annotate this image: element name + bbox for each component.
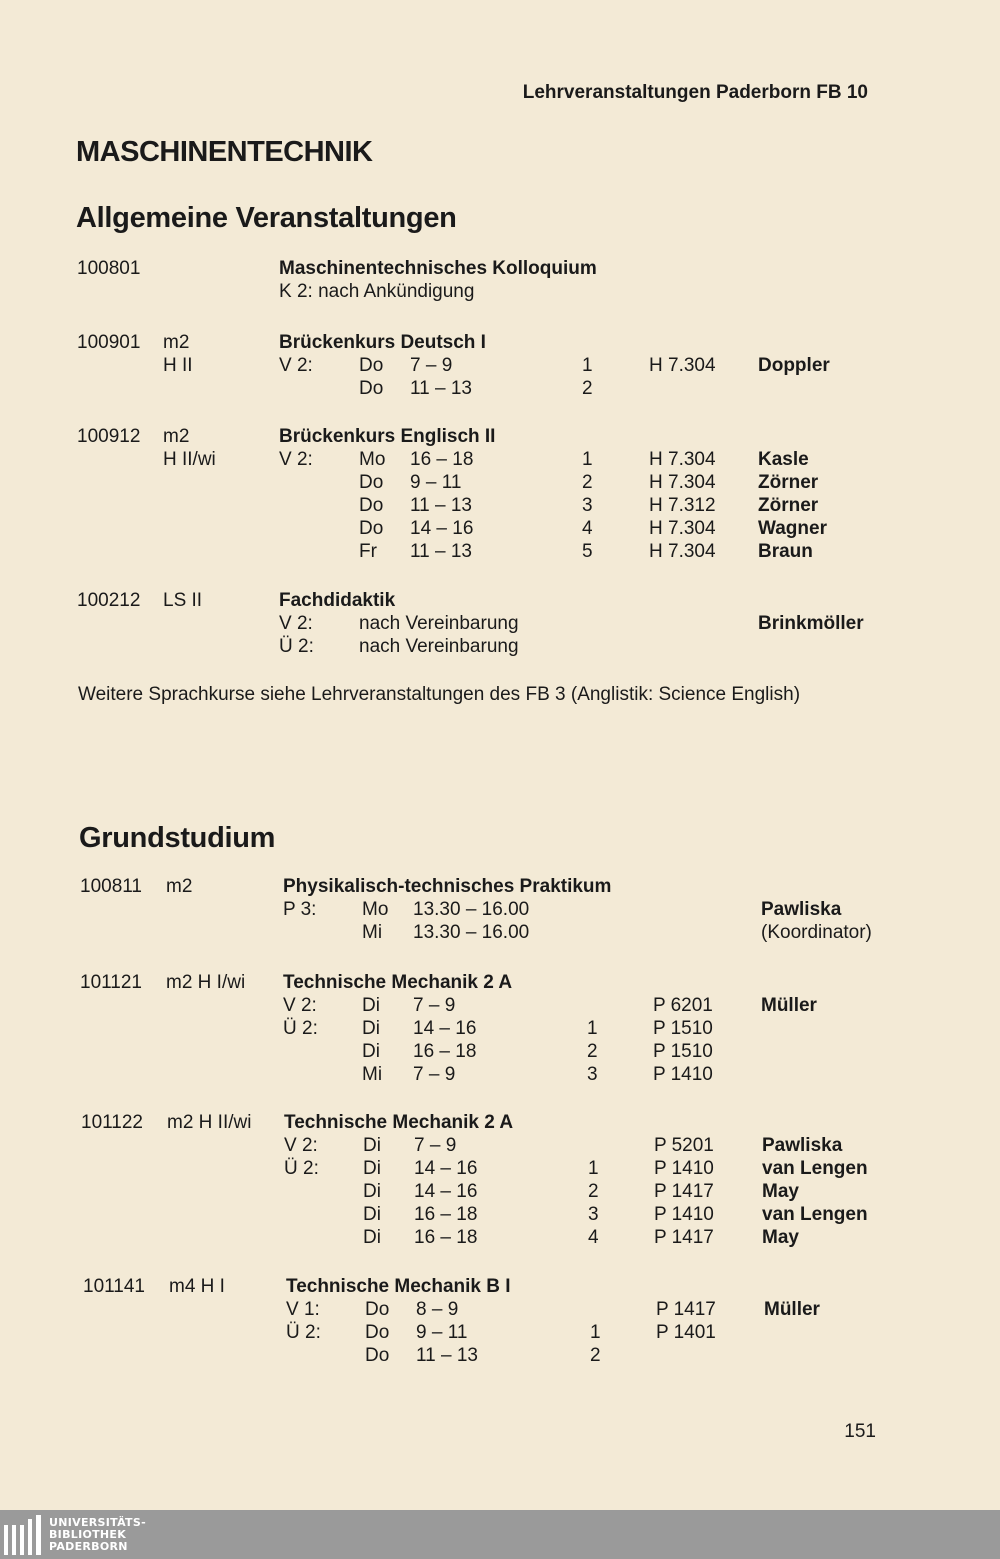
session-room: P 1401 xyxy=(656,1322,716,1343)
course-code: m4 H I xyxy=(169,1276,225,1297)
course-number: 100212 xyxy=(77,590,141,611)
session-group: 2 xyxy=(582,472,593,493)
session-day: Mo xyxy=(362,899,389,920)
session-group: 2 xyxy=(587,1041,598,1062)
session-day: Di xyxy=(362,1041,380,1062)
session-room: P 5201 xyxy=(654,1135,714,1156)
course-code: m2 xyxy=(166,876,193,897)
course-title: Technische Mechanik B I xyxy=(286,1276,511,1297)
session-room: P 1410 xyxy=(654,1158,714,1179)
session-day: Do xyxy=(359,472,384,493)
course-code-secondary: H II xyxy=(163,355,193,376)
course-code: m2 H I/wi xyxy=(166,972,246,993)
session-day: Mi xyxy=(362,1064,383,1085)
session-lecturer: van Lengen xyxy=(762,1204,868,1225)
session-lecturer: May xyxy=(762,1181,799,1202)
session-day: Do xyxy=(359,378,384,399)
course-title: Brückenkurs Englisch II xyxy=(279,426,496,447)
session-type: V 2: xyxy=(283,995,317,1016)
session-row xyxy=(0,636,1000,659)
course-code-secondary: H II/wi xyxy=(163,449,216,470)
session-room: P 6201 xyxy=(653,995,713,1016)
session-row xyxy=(0,1227,1000,1250)
course-header-row xyxy=(0,426,1000,449)
session-row xyxy=(0,518,1000,541)
session-type: P 3: xyxy=(283,899,317,920)
session-room: P 1510 xyxy=(653,1018,713,1039)
session-row xyxy=(0,1064,1000,1087)
session-type: V 2: xyxy=(279,355,313,376)
session-type: V 2: xyxy=(279,449,313,470)
session-time: 11 – 13 xyxy=(416,1345,478,1366)
library-footer xyxy=(0,1510,1000,1559)
session-lecturer: Kasle xyxy=(758,449,809,470)
session-row xyxy=(0,1135,1000,1158)
session-day: Do xyxy=(359,495,384,516)
library-name: UNIVERSITÄTS- BIBLIOTHEK PADERBORN xyxy=(49,1515,146,1553)
session-day: nach Vereinbarung xyxy=(359,636,519,657)
session-group: 2 xyxy=(582,378,593,399)
session-row xyxy=(0,541,1000,564)
course-entry xyxy=(0,258,1000,304)
session-row xyxy=(0,922,1000,945)
session-time: 7 – 9 xyxy=(413,995,456,1016)
session-day: Di xyxy=(363,1135,381,1156)
course-number: 100901 xyxy=(77,332,141,353)
course-title: Brückenkurs Deutsch I xyxy=(279,332,486,353)
course-header-row xyxy=(0,1112,1000,1135)
session-time: 16 – 18 xyxy=(414,1227,478,1248)
session-time: 16 – 18 xyxy=(413,1041,477,1062)
course-entry xyxy=(0,876,1000,945)
session-lecturer: Doppler xyxy=(758,355,830,376)
session-time: 7 – 9 xyxy=(414,1135,457,1156)
course-title: Technische Mechanik 2 A xyxy=(283,972,513,993)
session-time: 14 – 16 xyxy=(414,1158,478,1179)
session-lecturer: Brinkmöller xyxy=(758,613,864,634)
session-type: V 2: xyxy=(279,613,313,634)
course-header-row xyxy=(0,876,1000,899)
course-title: Maschinentechnisches Kolloquium xyxy=(279,258,597,279)
session-group: 1 xyxy=(590,1322,601,1343)
session-time: 9 – 11 xyxy=(410,472,462,493)
session-type: V 1: xyxy=(286,1299,320,1320)
session-time: 14 – 16 xyxy=(414,1181,478,1202)
session-row xyxy=(0,1322,1000,1345)
course-code: m2 H II/wi xyxy=(167,1112,252,1133)
session-room: H 7.304 xyxy=(649,355,716,376)
session-type: V 2: xyxy=(284,1135,318,1156)
session-day: Do xyxy=(359,518,384,539)
course-number: 101121 xyxy=(80,972,142,993)
session-day: Di xyxy=(363,1181,381,1202)
session-day: Do xyxy=(365,1299,390,1320)
session-day: Di xyxy=(362,995,380,1016)
session-group: 3 xyxy=(587,1064,598,1085)
session-room: P 1510 xyxy=(653,1041,713,1062)
session-row xyxy=(0,1158,1000,1181)
course-number: 100801 xyxy=(77,258,141,279)
session-lecturer: Pawliska xyxy=(761,899,842,920)
session-group: 1 xyxy=(587,1018,598,1039)
session-row xyxy=(0,281,1000,304)
library-logo-icon xyxy=(4,1515,41,1555)
session-row xyxy=(0,1299,1000,1322)
session-lecturer: Zörner xyxy=(758,495,819,516)
course-entry xyxy=(0,426,1000,564)
session-time: 14 – 16 xyxy=(410,518,474,539)
session-group: 4 xyxy=(588,1227,599,1248)
session-room: H 7.304 xyxy=(649,472,716,493)
session-time: 11 – 13 xyxy=(410,541,472,562)
session-room: H 7.304 xyxy=(649,518,716,539)
session-lecturer: van Lengen xyxy=(762,1158,868,1179)
course-number: 101122 xyxy=(81,1112,143,1133)
session-type: Ü 2: xyxy=(286,1322,321,1343)
course-header-row xyxy=(0,590,1000,613)
session-group: 1 xyxy=(588,1158,599,1179)
session-lecturer: (Koordinator) xyxy=(761,922,872,943)
session-room: P 1417 xyxy=(656,1299,716,1320)
session-row xyxy=(0,1041,1000,1064)
course-entry xyxy=(0,1276,1000,1368)
session-day: Fr xyxy=(359,541,377,562)
session-group: 2 xyxy=(588,1181,599,1202)
session-lecturer: Zörner xyxy=(758,472,819,493)
session-time: 16 – 18 xyxy=(414,1204,478,1225)
session-time: 16 – 18 xyxy=(410,449,474,470)
session-row xyxy=(0,495,1000,518)
session-time: 11 – 13 xyxy=(410,495,472,516)
session-row xyxy=(0,899,1000,922)
section-title-allgemeine: Allgemeine Veranstaltungen xyxy=(76,202,457,234)
session-lecturer: Müller xyxy=(761,995,817,1016)
course-entry xyxy=(0,590,1000,659)
session-type: Ü 2: xyxy=(279,636,314,657)
session-time: 13.30 – 16.00 xyxy=(413,899,530,920)
session-day: Do xyxy=(359,355,384,376)
session-group: 1 xyxy=(582,355,593,376)
page-number: 151 xyxy=(844,1421,876,1442)
session-row xyxy=(0,1204,1000,1227)
session-type: Ü 2: xyxy=(283,1018,318,1039)
course-number: 100912 xyxy=(77,426,141,447)
session-row xyxy=(0,449,1000,472)
running-header: Lehrveranstaltungen Paderborn FB 10 xyxy=(522,82,868,103)
session-lecturer: Müller xyxy=(764,1299,820,1320)
course-title: Fachdidaktik xyxy=(279,590,396,611)
session-day: Di xyxy=(363,1227,381,1248)
session-day: Do xyxy=(365,1345,390,1366)
course-code: m2 xyxy=(163,426,190,447)
session-group: 1 xyxy=(582,449,593,470)
session-time: 7 – 9 xyxy=(410,355,453,376)
session-lecturer: Wagner xyxy=(758,518,827,539)
session-time: 14 – 16 xyxy=(413,1018,477,1039)
section-title-grundstudium: Grundstudium xyxy=(79,822,276,854)
session-group: 4 xyxy=(582,518,593,539)
course-header-row xyxy=(0,258,1000,281)
course-title: Physikalisch-technisches Praktikum xyxy=(283,876,612,897)
course-number: 100811 xyxy=(80,876,142,897)
session-row xyxy=(0,378,1000,401)
session-day: Mo xyxy=(359,449,386,470)
session-group: 2 xyxy=(590,1345,601,1366)
session-day: Do xyxy=(365,1322,390,1343)
course-entry xyxy=(0,1112,1000,1250)
session-day: Di xyxy=(362,1018,380,1039)
course-title: Technische Mechanik 2 A xyxy=(284,1112,514,1133)
session-day: nach Vereinbarung xyxy=(359,613,519,634)
session-time: 8 – 9 xyxy=(416,1299,459,1320)
session-room: H 7.304 xyxy=(649,449,716,470)
session-group: 5 xyxy=(582,541,593,562)
session-room: P 1417 xyxy=(654,1227,714,1248)
session-lecturer: Pawliska xyxy=(762,1135,843,1156)
session-room: H 7.304 xyxy=(649,541,716,562)
session-group: 3 xyxy=(582,495,593,516)
session-row xyxy=(0,355,1000,378)
session-room: H 7.312 xyxy=(649,495,716,516)
main-title: MASCHINENTECHNIK xyxy=(76,136,373,168)
session-row xyxy=(0,1181,1000,1204)
course-code: m2 xyxy=(163,332,190,353)
session-day: Di xyxy=(363,1158,381,1179)
course-entry xyxy=(0,332,1000,401)
session-room: P 1410 xyxy=(654,1204,714,1225)
session-time: 13.30 – 16.00 xyxy=(413,922,530,943)
course-number: 101141 xyxy=(83,1276,145,1297)
session-time: 7 – 9 xyxy=(413,1064,456,1085)
course-header-row xyxy=(0,972,1000,995)
session-time: 11 – 13 xyxy=(410,378,472,399)
session-row xyxy=(0,472,1000,495)
session-room: P 1410 xyxy=(653,1064,713,1085)
session-group: 3 xyxy=(588,1204,599,1225)
session-row xyxy=(0,1345,1000,1368)
session-day: Mi xyxy=(362,922,383,943)
session-time: 9 – 11 xyxy=(416,1322,468,1343)
session-row xyxy=(0,1018,1000,1041)
session-row xyxy=(0,613,1000,636)
session-lecturer: May xyxy=(762,1227,799,1248)
course-header-row xyxy=(0,1276,1000,1299)
session-room: P 1417 xyxy=(654,1181,714,1202)
session-day: Di xyxy=(363,1204,381,1225)
course-code: LS II xyxy=(163,590,203,611)
session-lecturer: Braun xyxy=(758,541,813,562)
course-header-row xyxy=(0,332,1000,355)
course-entry xyxy=(0,972,1000,1087)
session-type: K 2: nach Ankündigung xyxy=(279,281,475,302)
session-row xyxy=(0,995,1000,1018)
note-sprachkurse: Weitere Sprachkurse siehe Lehrveranstaltungen des FB 3 (Anglistik: Science English) xyxy=(78,684,801,705)
session-type: Ü 2: xyxy=(284,1158,319,1179)
